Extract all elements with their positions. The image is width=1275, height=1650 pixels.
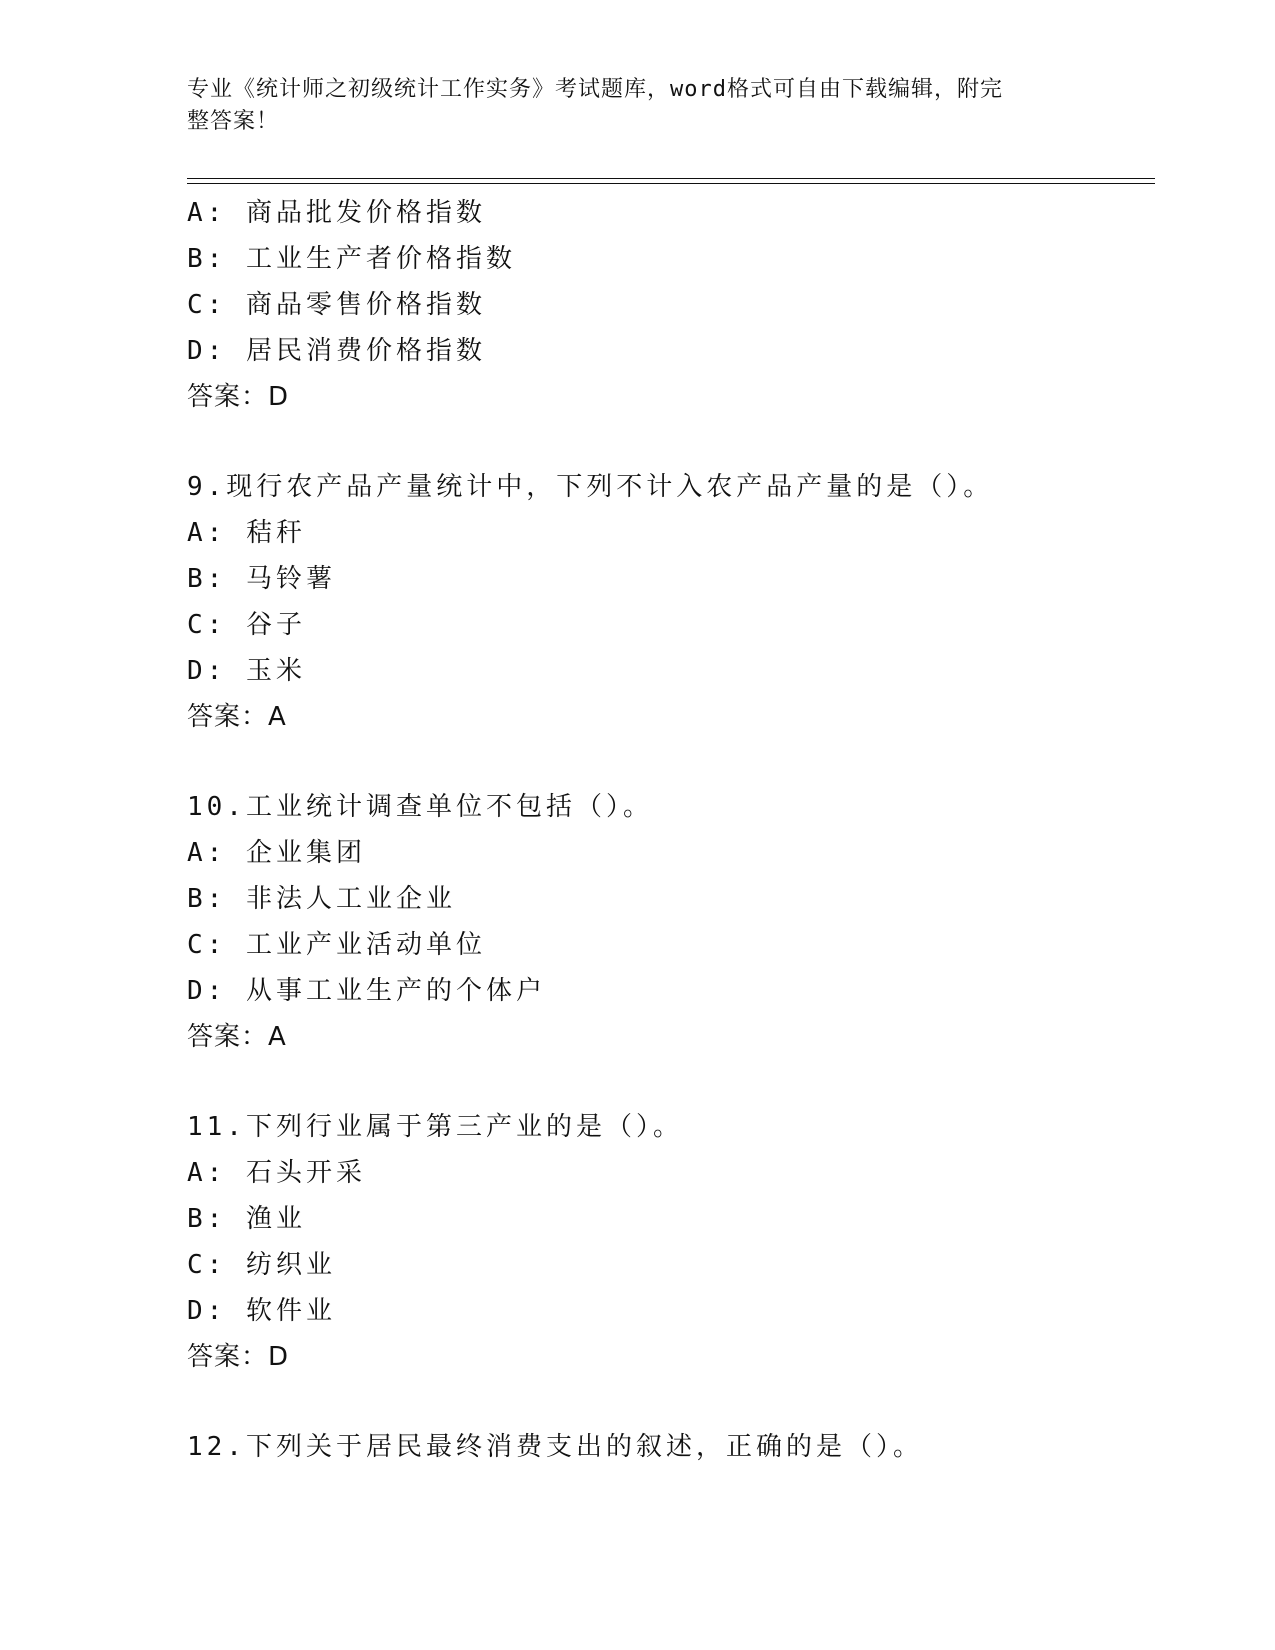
question-text: 10.工业统计调查单位不包括（）。 — [187, 792, 653, 822]
option-d: D: 软件业 — [187, 1296, 336, 1326]
header-line-2: 整答案！ — [187, 109, 280, 134]
question-9-block — [187, 464, 1147, 740]
question-list — [187, 190, 1147, 1470]
question-text: 12.下列关于居民最终消费支出的叙述，正确的是（）。 — [187, 1432, 923, 1462]
question-8-block — [187, 190, 1147, 420]
option-b: B: 渔业 — [187, 1204, 306, 1234]
option-d: D: 玉米 — [187, 656, 306, 686]
question-text: 11.下列行业属于第三产业的是（）。 — [187, 1112, 683, 1142]
question-11-block — [187, 1104, 1147, 1380]
header-divider-bottom — [187, 183, 1155, 184]
option-a: A: 商品批发价格指数 — [187, 198, 486, 228]
option-a: A: 秸秆 — [187, 518, 306, 548]
option-a: A: 企业集团 — [187, 838, 366, 868]
answer-label: 答案：D — [187, 382, 290, 412]
question-10-block — [187, 784, 1147, 1060]
header-line-1: 专业《统计师之初级统计工作实务》考试题库，word格式可自由下载编辑，附完 — [187, 77, 1003, 102]
answer-label: 答案：A — [187, 702, 287, 732]
option-a: A: 石头开采 — [187, 1158, 366, 1188]
option-b: B: 非法人工业企业 — [187, 884, 456, 914]
answer-label: 答案：D — [187, 1342, 290, 1372]
option-d: D: 居民消费价格指数 — [187, 336, 486, 366]
question-12-block — [187, 1424, 1147, 1470]
question-text: 9.现行农产品产量统计中，下列不计入农产品产量的是（）。 — [187, 472, 994, 502]
option-b: B: 工业生产者价格指数 — [187, 244, 516, 274]
option-c: C: 纺织业 — [187, 1250, 336, 1280]
answer-label: 答案：A — [187, 1022, 287, 1052]
option-c: C: 谷子 — [187, 610, 306, 640]
header-divider-top — [187, 178, 1155, 179]
document-header — [187, 74, 1067, 138]
option-c: C: 工业产业活动单位 — [187, 930, 486, 960]
option-b: B: 马铃薯 — [187, 564, 336, 594]
option-c: C: 商品零售价格指数 — [187, 290, 486, 320]
option-d: D: 从事工业生产的个体户 — [187, 976, 546, 1006]
